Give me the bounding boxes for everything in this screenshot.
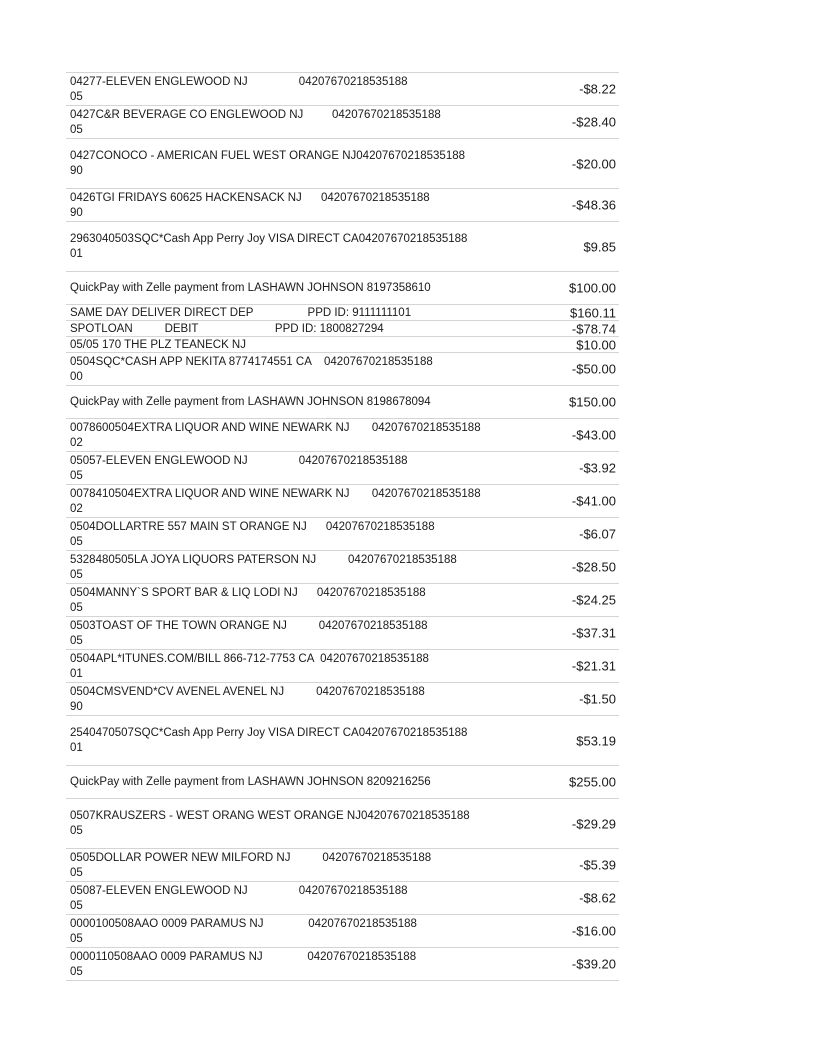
transaction-row	[66, 337, 619, 353]
transaction-amount: -$48.36	[571, 197, 616, 213]
transaction-description: 0000100508AAO 0009 PARAMUS NJ 04207670218535188 05	[70, 918, 417, 945]
transaction-row	[66, 419, 619, 452]
transaction-description: 05/05 170 THE PLZ TEANECK NJ	[70, 339, 246, 351]
transaction-description: 04277-ELEVEN ENGLEWOOD NJ 04207670218535188 05	[70, 76, 408, 103]
transaction-amount: -$41.00	[571, 493, 616, 509]
transaction-amount: -$1.50	[579, 691, 616, 707]
transaction-row	[66, 485, 619, 518]
transaction-amount: -$16.00	[571, 923, 616, 939]
transaction-row	[66, 518, 619, 551]
transaction-amount: -$39.20	[571, 956, 616, 972]
transaction-description: 0504CMSVEND*CV AVENEL AVENEL NJ 04207670218535188 90	[70, 686, 425, 713]
transaction-row	[66, 948, 619, 981]
transaction-amount: -$3.92	[579, 460, 616, 476]
transaction-row	[66, 386, 619, 419]
transaction-description: 05057-ELEVEN ENGLEWOOD NJ 04207670218535188 05	[70, 455, 408, 482]
transaction-row	[66, 849, 619, 882]
transaction-row	[66, 584, 619, 617]
transaction-row	[66, 272, 619, 305]
transaction-description: 0504SQC*CASH APP NEKITA 8774174551 CA 04207670218535188 00	[70, 356, 433, 383]
transaction-row	[66, 551, 619, 584]
transaction-row	[66, 617, 619, 650]
transaction-description: 0427C&R BEVERAGE CO ENGLEWOOD NJ 04207670218535188 05	[70, 109, 441, 136]
transaction-amount: -$20.00	[571, 156, 616, 171]
transaction-description: 0504DOLLARTRE 557 MAIN ST ORANGE NJ 04207670218535188 05	[70, 521, 435, 548]
transaction-amount: $100.00	[569, 280, 616, 296]
transaction-amount: -$43.00	[571, 427, 616, 443]
transaction-amount: -$37.31	[571, 625, 616, 641]
transaction-description: QuickPay with Zelle payment from LASHAWN JOHNSON 8198678094	[70, 396, 431, 408]
transaction-row	[66, 766, 619, 799]
transaction-row	[66, 650, 619, 683]
transaction-description: 0426TGI FRIDAYS 60625 HACKENSACK NJ 04207670218535188 90	[70, 192, 430, 219]
transaction-description: QuickPay with Zelle payment from LASHAWN JOHNSON 8197358610	[70, 282, 431, 294]
transaction-row	[66, 353, 619, 386]
transaction-description: QuickPay with Zelle payment from LASHAWN JOHNSON 8209216256	[70, 776, 431, 788]
transaction-description: 0505DOLLAR POWER NEW MILFORD NJ 04207670218535188 05	[70, 852, 432, 879]
transaction-row	[66, 915, 619, 948]
transaction-row	[66, 106, 619, 139]
transaction-amount: -$21.31	[571, 658, 616, 674]
transaction-description: 5328480505LA JOYA LIQUORS PATERSON NJ 04207670218535188 05	[70, 554, 457, 581]
transaction-row	[66, 799, 619, 849]
transaction-row	[66, 716, 619, 766]
transaction-amount: -$28.50	[571, 559, 616, 575]
transaction-description: 2540470507SQC*Cash App Perry Joy VISA DIRECT CA04207670218535188 01	[70, 727, 468, 754]
transaction-amount: -$28.40	[571, 114, 616, 130]
transaction-description: 2963040503SQC*Cash App Perry Joy VISA DIRECT CA04207670218535188 01	[70, 233, 468, 260]
transaction-row	[66, 222, 619, 272]
transaction-row	[66, 189, 619, 222]
transaction-description: SAME DAY DELIVER DIRECT DEP PPD ID: 9111111101	[70, 307, 412, 319]
transaction-amount: -$24.25	[571, 592, 616, 608]
transaction-description: 05087-ELEVEN ENGLEWOOD NJ 04207670218535188 05	[70, 885, 408, 912]
transaction-description: 0427CONOCO - AMERICAN FUEL WEST ORANGE NJ04207670218535188 90	[70, 150, 466, 177]
transaction-amount: $53.19	[576, 733, 616, 748]
transaction-amount: -$29.29	[571, 816, 616, 831]
transaction-table	[66, 72, 619, 981]
transaction-description: 0000110508AAO 0009 PARAMUS NJ 04207670218535188 05	[70, 951, 417, 978]
transaction-amount: -$8.22	[579, 81, 616, 97]
transaction-amount: -$50.00	[571, 361, 616, 377]
transaction-row	[66, 452, 619, 485]
transaction-description: SPOTLOAN DEBIT PPD ID: 1800827294	[70, 323, 384, 335]
transaction-description: 0503TOAST OF THE TOWN ORANGE NJ 04207670218535188 05	[70, 620, 428, 647]
transaction-amount: -$78.74	[571, 321, 616, 336]
transaction-amount: -$5.39	[579, 857, 616, 873]
transaction-amount: $160.11	[569, 305, 616, 320]
transaction-amount: -$6.07	[579, 526, 616, 542]
transaction-description: 0504MANNY`S SPORT BAR & LIQ LODI NJ 04207670218535188 05	[70, 587, 426, 614]
transaction-description: 0507KRAUSZERS - WEST ORANG WEST ORANGE NJ04207670218535188 05	[70, 810, 470, 837]
transaction-row	[66, 73, 619, 106]
transaction-row	[66, 882, 619, 915]
transaction-description: 0504APL*ITUNES.COM/BILL 866-712-7753 CA 04207670218535188 01	[70, 653, 429, 680]
transaction-amount: $150.00	[569, 394, 616, 410]
transaction-row	[66, 139, 619, 189]
transaction-amount: $9.85	[583, 239, 616, 254]
transaction-row	[66, 305, 619, 321]
transaction-row	[66, 683, 619, 716]
transaction-description: 0078410504EXTRA LIQUOR AND WINE NEWARK NJ 04207670218535188 02	[70, 488, 481, 515]
transaction-amount: $10.00	[576, 337, 616, 352]
transaction-row	[66, 321, 619, 337]
transaction-amount: -$8.62	[579, 890, 616, 906]
transaction-description: 0078600504EXTRA LIQUOR AND WINE NEWARK NJ 04207670218535188 02	[70, 422, 481, 449]
transaction-amount: $255.00	[569, 774, 616, 790]
